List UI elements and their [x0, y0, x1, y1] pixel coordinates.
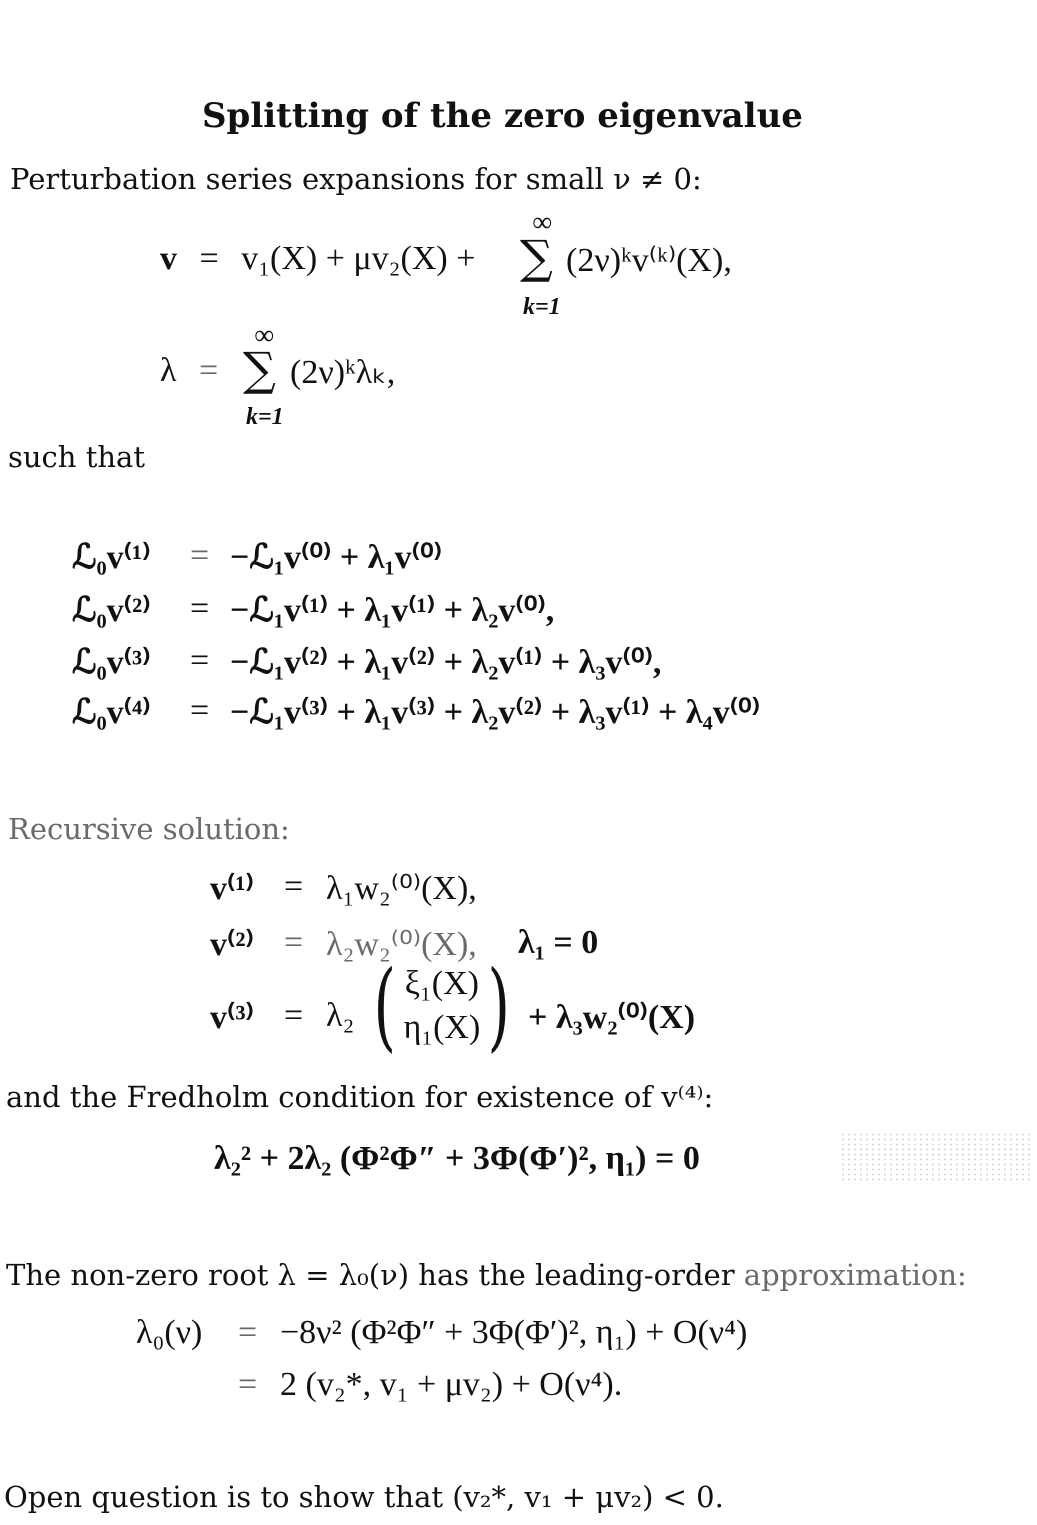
equals-sign: =: [190, 642, 210, 679]
scan-noise-patch: [840, 1132, 1032, 1184]
column-vector: ( ξ₁(X) η₁(X)): [373, 950, 511, 1062]
v-rhs-first: v₁(X) + μv₂(X) +: [241, 240, 476, 277]
approx-rhs: 2 (v₂*, v₁ + μv₂) + O(ν⁴).: [280, 1366, 623, 1403]
open-question: Open question is to show that (v₂*, v₁ + μv₂) < 0.: [4, 1480, 724, 1514]
root-sentence-main: root λ = λ₀(ν) has the leading-order: [208, 1258, 735, 1292]
recursive-rhs: λ₂w₂⁽⁰⁾(X),: [326, 926, 477, 963]
fredholm-equation: λ₂² + 2λ₂ (Φ²Φ″ + 3Φ(Φ′)², η₁) = 0: [214, 1140, 700, 1177]
equals-sign: =: [284, 997, 304, 1034]
equals-sign: =: [199, 352, 219, 389]
hierarchy-rhs: −ℒ₁v⁽¹⁾ + λ₁v⁽¹⁾ + λ₂v⁽⁰⁾,: [230, 592, 555, 629]
approx-lhs: λ₀(ν): [136, 1314, 203, 1351]
hierarchy-rhs: −ℒ₁v⁽²⁾ + λ₁v⁽²⁾ + λ₂v⁽¹⁾ + λ₃v⁽⁰⁾,: [230, 644, 662, 681]
lambda-series-equation: [160, 352, 232, 390]
hierarchy-eq-1: [72, 537, 151, 577]
root-sentence-the: The: [6, 1258, 62, 1292]
equals-sign: =: [190, 692, 210, 729]
hierarchy-rhs: −ℒ₁v⁽³⁾ + λ₁v⁽³⁾ + λ₂v⁽²⁾ + λ₃v⁽¹⁾ + λ₄v⁽⁰⁾: [230, 694, 761, 731]
slide-title: Splitting of the zero eigenvalue: [202, 96, 803, 136]
recursive-lhs: v⁽³⁾: [210, 999, 254, 1036]
v-sum-symbol: ∑: [520, 230, 553, 284]
v-sum-upper: ∞: [532, 207, 552, 238]
v-lhs: v: [160, 240, 177, 277]
equals-sign: =: [190, 590, 210, 627]
equals-sign: =: [284, 868, 304, 905]
hierarchy-rhs: −ℒ₁v⁽⁰⁾ + λ₁v⁽⁰⁾: [230, 539, 442, 576]
equals-sign: =: [199, 240, 219, 277]
root-sentence: [6, 1258, 967, 1292]
approx-rhs: −8ν² (Φ²Φ″ + 3Φ(Φ′)², η₁) + O(ν⁴): [280, 1314, 748, 1351]
recursive-label: Recursive solution:: [8, 812, 290, 846]
equals-sign: =: [238, 1366, 258, 1403]
recursive-lhs: v⁽¹⁾: [210, 870, 254, 907]
lambda-rhs-sum-term: (2ν)ᵏλₖ,: [290, 354, 396, 391]
recursive-rhs-coefficient: λ₂: [326, 997, 355, 1034]
lambda-sum-symbol: ∑: [243, 342, 276, 396]
root-sentence-approximation: approximation:: [743, 1258, 967, 1292]
such-that-text: such that: [8, 440, 145, 474]
equals-sign: =: [238, 1314, 258, 1351]
lambda-sum-upper: ∞: [254, 320, 274, 351]
fredholm-label: and the Fredholm condition for existence of v⁽⁴⁾:: [6, 1080, 714, 1114]
hierarchy-lhs: ℒ₀v⁽⁴⁾: [72, 694, 151, 731]
equals-sign: =: [284, 924, 304, 961]
recursive-rhs: λ₁w₂⁽⁰⁾(X),: [326, 870, 477, 907]
vector-top-entry: ξ₁(X): [404, 965, 479, 1002]
hierarchy-lhs: ℒ₀v⁽²⁾: [72, 592, 151, 629]
recursive-rhs-tail: + λ₃w₂⁽⁰⁾(X): [528, 999, 696, 1036]
vector-bottom-entry: η₁(X): [403, 1009, 481, 1046]
root-sentence-nonzero: non-zero: [70, 1258, 199, 1292]
lambda-lhs: λ: [160, 352, 177, 389]
lambda-sum-lower: k=1: [246, 404, 284, 430]
equals-sign: =: [190, 537, 210, 574]
intro-text: Perturbation series expansions for small ν ≠ 0:: [10, 162, 702, 196]
v-sum-lower: k=1: [523, 294, 561, 320]
recursive-lhs: v⁽²⁾: [210, 926, 254, 963]
hierarchy-lhs: ℒ₀v⁽¹⁾: [72, 539, 151, 576]
lambda-one-zero-note: λ₁ = 0: [518, 924, 599, 961]
v-rhs-sum-term: (2ν)ᵏv⁽ᵏ⁾(X),: [566, 242, 732, 279]
v-series-equation: [160, 240, 475, 278]
hierarchy-lhs: ℒ₀v⁽³⁾: [72, 644, 151, 681]
